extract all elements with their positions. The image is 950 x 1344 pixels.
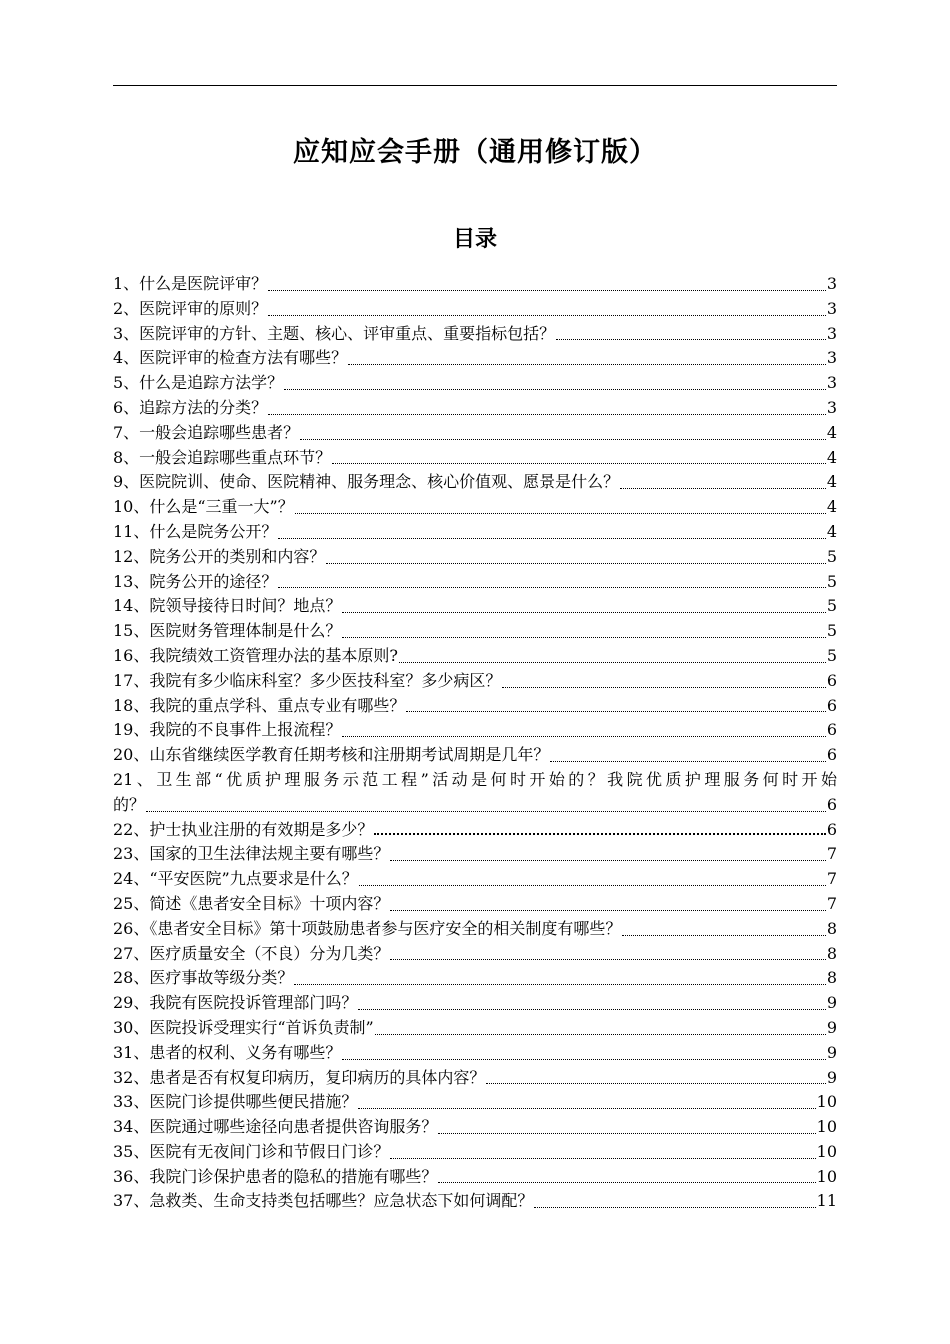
toc-page-number: 6 — [826, 695, 837, 715]
toc-dot-leader — [534, 1189, 815, 1214]
toc-entry-label: 24、“平安医院”九点要求是什么？ — [113, 869, 358, 889]
toc-entry-label: 12、院务公开的类别和内容？ — [113, 546, 326, 566]
toc-page-number: 8 — [826, 918, 837, 938]
toc-dot-leader — [300, 421, 826, 446]
toc-entry-label: 21、卫生部“优质护理服务示范工程”活动是何时开始的？我院优质护理服务何时开始 — [113, 769, 837, 789]
toc-entry[interactable] — [113, 942, 837, 967]
toc-entry[interactable] — [113, 371, 837, 396]
toc-entry-label: 16、我院绩效工资管理办法的基本原则? — [113, 645, 398, 665]
toc-page-number: 4 — [826, 447, 837, 467]
toc-entry-label: 1、什么是医院评审？ — [113, 274, 268, 293]
toc-dot-leader — [268, 297, 826, 322]
toc-dot-leader — [332, 446, 826, 471]
toc-dot-leader — [390, 942, 825, 967]
toc-page-number: 10 — [816, 1117, 837, 1137]
toc-dot-leader — [342, 594, 825, 619]
toc-dot-leader — [556, 322, 826, 347]
toc-entry-label: 20、山东省继续医学教育任期考核和注册期考试周期是几年？ — [113, 745, 550, 765]
toc-dot-leader — [278, 520, 825, 545]
toc-entry-label: 7、一般会追踪哪些患者？ — [113, 422, 300, 442]
toc-entry-label: 10、什么是“三重一大”？ — [113, 497, 294, 517]
toc-dot-leader — [358, 991, 825, 1016]
toc-dot-leader — [399, 644, 826, 669]
toc-dot-leader — [342, 1041, 825, 1066]
toc-dot-leader — [342, 718, 825, 743]
toc-entry-label: 2、医院评审的原则？ — [113, 298, 268, 318]
toc-entry-label: 18、我院的重点学科、重点专业有哪些？ — [113, 695, 406, 715]
toc-entry-label: 31、患者的权利、义务有哪些？ — [113, 1042, 342, 1062]
toc-page-number: 3 — [826, 373, 837, 393]
toc-dot-leader — [278, 570, 825, 595]
toc-entry[interactable] — [113, 917, 837, 942]
toc-entry-label: 14、院领导接待日时间？地点？ — [113, 596, 342, 616]
toc-page-number: 9 — [826, 1017, 837, 1037]
toc-entry-label: 35、医院有无夜间门诊和节假日门诊？ — [113, 1141, 390, 1161]
toc-dot-leader — [326, 545, 825, 570]
toc-entry-label-continued: 的？ — [113, 794, 146, 814]
toc-page-number: 6 — [826, 745, 837, 765]
toc-entry[interactable] — [113, 718, 837, 743]
toc-page-number: 9 — [826, 1067, 837, 1087]
toc-entry-label: 28、医疗事故等级分类？ — [113, 968, 294, 988]
toc-entry[interactable] — [113, 619, 837, 644]
toc-entry-label: 13、院务公开的途径？ — [113, 571, 278, 591]
toc-page-number: 4 — [826, 497, 837, 517]
toc-page-number: 6 — [826, 720, 837, 740]
toc-dot-leader — [268, 396, 826, 421]
toc-entry[interactable] — [113, 991, 837, 1016]
toc-dot-leader — [438, 1115, 815, 1140]
toc-dot-leader — [268, 272, 826, 297]
toc-page-number: 4 — [826, 521, 837, 541]
toc-dot-leader — [438, 1165, 815, 1190]
toc-entry[interactable] — [113, 818, 837, 843]
toc-dot-leader — [348, 346, 826, 371]
toc-entry-label: 4、医院评审的检查方法有哪些？ — [113, 348, 348, 368]
toc-page-number: 6 — [826, 819, 837, 839]
toc-dot-leader — [502, 669, 825, 694]
toc-page-number: 4 — [826, 472, 837, 492]
toc-entry[interactable] — [113, 892, 837, 917]
toc-entry-label: 32、患者是否有权复印病历，复印病历的具体内容？ — [113, 1067, 486, 1087]
table-of-contents — [113, 272, 837, 1214]
toc-entry[interactable] — [113, 1115, 837, 1140]
toc-entry[interactable] — [113, 421, 837, 446]
toc-page-number: 7 — [826, 893, 837, 913]
header-rule — [113, 85, 837, 86]
toc-entry-label: 36、我院门诊保护患者的隐私的措施有哪些？ — [113, 1166, 438, 1186]
toc-page-number: 3 — [826, 348, 837, 368]
toc-dot-leader — [406, 694, 825, 719]
toc-page-number: 5 — [826, 546, 837, 566]
toc-dot-leader — [390, 842, 825, 867]
toc-entry[interactable] — [113, 694, 837, 719]
toc-dot-leader — [342, 619, 825, 644]
toc-page-number: 3 — [826, 397, 837, 417]
toc-page-number: 5 — [826, 621, 837, 641]
toc-entry[interactable] — [113, 1066, 837, 1091]
toc-entry[interactable] — [113, 495, 837, 520]
toc-entry[interactable] — [113, 272, 837, 297]
toc-entry[interactable] — [113, 1041, 837, 1066]
toc-page-number: 6 — [826, 670, 837, 690]
toc-entry-label: 37、急救类、生命支持类包括哪些？应急状态下如何调配？ — [113, 1191, 534, 1211]
toc-dot-leader — [622, 917, 825, 942]
toc-dot-leader — [359, 867, 826, 892]
toc-entry[interactable] — [113, 867, 837, 892]
toc-page-number: 3 — [826, 298, 837, 318]
toc-entry[interactable] — [113, 669, 837, 694]
toc-entry[interactable] — [113, 297, 837, 322]
toc-entry-label: 26、《患者安全目标》第十项鼓励患者参与医疗安全的相关制度有哪些？ — [113, 918, 622, 938]
toc-entry-label: 5、什么是追踪方法学？ — [113, 373, 284, 393]
toc-entry[interactable] — [113, 594, 837, 619]
toc-entry[interactable] — [113, 842, 837, 867]
toc-entry-label: 19、我院的不良事件上报流程？ — [113, 720, 342, 740]
toc-entry[interactable] — [113, 1165, 837, 1190]
toc-entry-label: 9、医院院训、使命、医院精神、服务理念、核心价值观、愿景是什么？ — [113, 472, 620, 492]
toc-entry-label: 29、我院有医院投诉管理部门吗？ — [113, 993, 358, 1013]
toc-entry[interactable] — [113, 644, 837, 669]
toc-entry-label: 30、医院投诉受理实行“首诉负责制” — [113, 1017, 374, 1037]
toc-entry[interactable] — [113, 520, 837, 545]
toc-dot-leader — [358, 1090, 815, 1115]
toc-dot-leader — [390, 1140, 815, 1165]
toc-page-number: 10 — [816, 1141, 837, 1161]
toc-entry-label: 11、什么是院务公开？ — [113, 521, 278, 541]
toc-page-number: 10 — [816, 1092, 837, 1112]
toc-dot-leader — [284, 371, 826, 396]
toc-page-number: 8 — [826, 943, 837, 963]
toc-entry[interactable] — [113, 743, 837, 768]
toc-entry-line — [113, 768, 837, 793]
toc-entry-label: 34、医院通过哪些途径向患者提供咨询服务？ — [113, 1117, 438, 1137]
toc-dot-leader — [295, 495, 826, 520]
toc-entry[interactable] — [113, 322, 837, 347]
toc-entry[interactable] — [113, 470, 837, 495]
toc-entry[interactable] — [113, 545, 837, 570]
toc-entry-line — [113, 793, 837, 818]
toc-entry[interactable] — [113, 966, 837, 991]
toc-dot-leader — [620, 470, 826, 495]
toc-page-number: 9 — [826, 993, 837, 1013]
toc-entry[interactable] — [113, 1140, 837, 1165]
toc-dot-leader — [375, 1016, 826, 1041]
toc-page-number: 5 — [826, 571, 837, 591]
toc-entry-label: 15、医院财务管理体制是什么？ — [113, 621, 342, 641]
toc-entry-label: 8、一般会追踪哪些重点环节？ — [113, 447, 332, 467]
toc-page-number: 4 — [826, 422, 837, 442]
toc-page-number: 11 — [816, 1191, 837, 1211]
toc-dot-leader — [390, 892, 825, 917]
toc-page-number: 7 — [826, 869, 837, 889]
toc-entry[interactable] — [113, 1016, 837, 1041]
toc-entry-label: 22、护士执业注册的有效期是多少？ — [113, 819, 374, 839]
toc-entry-label: 6、追踪方法的分类？ — [113, 397, 268, 417]
toc-dot-leader — [146, 793, 826, 818]
toc-entry[interactable] — [113, 446, 837, 471]
toc-entry-label: 23、国家的卫生法律法规主要有哪些？ — [113, 844, 390, 864]
toc-page-number: 8 — [826, 968, 837, 988]
toc-entry-label: 27、医疗质量安全（不良）分为几类？ — [113, 943, 390, 963]
toc-entry[interactable] — [113, 768, 837, 818]
toc-dot-leader — [486, 1066, 825, 1091]
toc-entry[interactable] — [113, 570, 837, 595]
toc-entry-label: 3、医院评审的方针、主题、核心、评审重点、重要指标包括？ — [113, 323, 556, 343]
toc-entry-label: 17、我院有多少临床科室？多少医技科室？多少病区？ — [113, 670, 502, 690]
toc-heading: 目录 — [452, 226, 497, 252]
toc-entry[interactable] — [113, 1189, 837, 1214]
toc-entry[interactable] — [113, 396, 837, 421]
document-title: 应知应会手册（通用修订版） — [293, 137, 657, 168]
toc-entry[interactable] — [113, 1090, 837, 1115]
toc-page-number: 3 — [826, 274, 837, 293]
toc-dot-leader — [374, 818, 825, 843]
toc-page-number: 6 — [826, 794, 837, 814]
toc-entry-label: 25、简述《患者安全目标》十项内容？ — [113, 893, 390, 913]
toc-page-number: 5 — [826, 645, 837, 665]
toc-dot-leader — [550, 743, 825, 768]
toc-page-number: 7 — [826, 844, 837, 864]
toc-page-number: 5 — [826, 596, 837, 616]
toc-page-number: 3 — [826, 323, 837, 343]
toc-page-number: 9 — [826, 1042, 837, 1062]
toc-dot-leader — [294, 966, 825, 991]
toc-entry[interactable] — [113, 346, 837, 371]
toc-entry-label: 33、医院门诊提供哪些便民措施？ — [113, 1092, 358, 1112]
toc-page-number: 10 — [816, 1166, 837, 1186]
